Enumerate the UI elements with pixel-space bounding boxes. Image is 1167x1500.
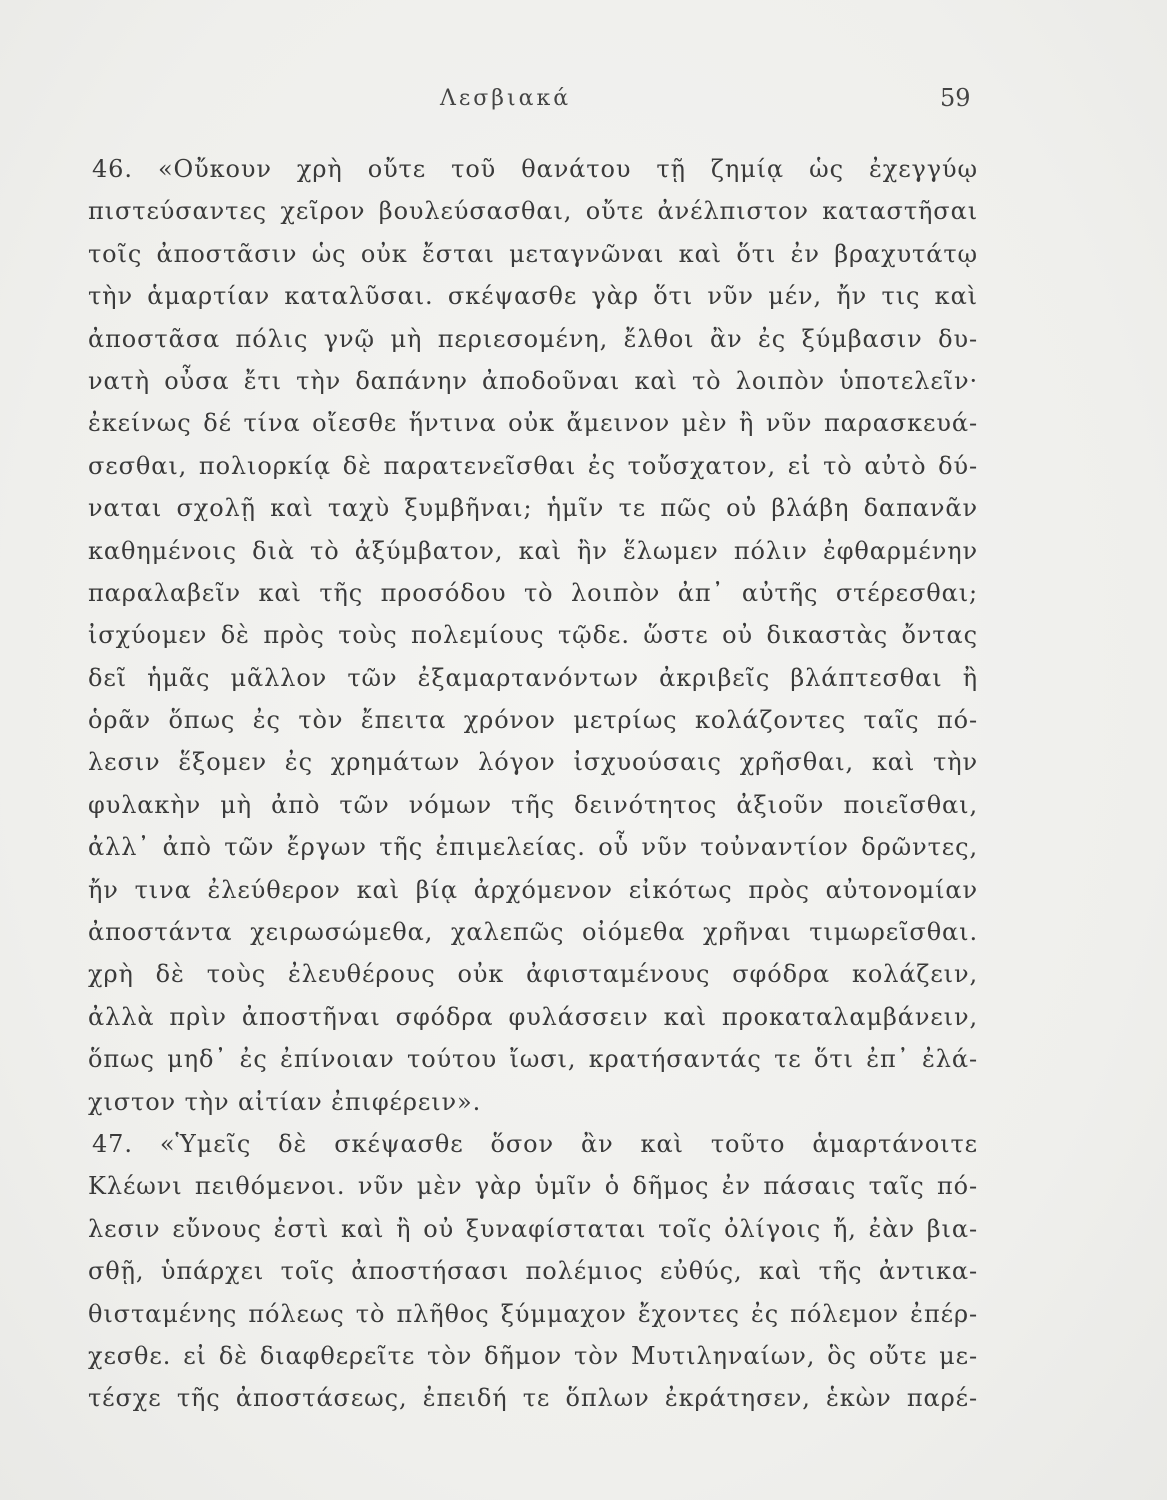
text-line: ἀποστάντα χειρωσώμεθα, χαλεπῶς οἰόμεθα χρῆναι τιμωρεῖσθαι. — [88, 918, 978, 947]
text-line: νατὴ οὖσα ἔτι τὴν δαπάνην ἀποδοῦναι καὶ τὸ λοιπὸν ὑποτελεῖν· — [88, 366, 978, 395]
text-line: 47. «Ὑμεῖς δὲ σκέψασθε ὅσον ἂν καὶ τοῦτο ἁμαρτάνοιτε — [92, 1129, 978, 1158]
text-line: λεσιν εὔνους ἐστὶ καὶ ἢ οὐ ξυναφίσταται τοῖς ὀλίγοις ἤ, ἐὰν βια- — [88, 1214, 978, 1243]
text-line: φυλακὴν μὴ ἀπὸ τῶν νόμων τῆς δεινότητος ἀξιοῦν ποιεῖσθαι, — [88, 790, 978, 819]
text-line: σεσθαι, πολιορκίᾳ δὲ παρατενεῖσθαι ἐς τοὔσχατον, εἰ τὸ αὐτὸ δύ- — [88, 451, 978, 480]
text-line: λεσιν ἕξομεν ἐς χρημάτων λόγον ἰσχυούσαις χρῆσθαι, καὶ τὴν — [88, 748, 978, 777]
text-line: ἐκείνως δέ τίνα οἴεσθε ἥντινα οὐκ ἄμεινον μὲν ἢ νῦν παρασκευά- — [88, 409, 978, 438]
text-line: ἀλλ᾽ ἀπὸ τῶν ἔργων τῆς ἐπιμελείας. οὗ νῦν τοὐναντίον δρῶντες, — [88, 833, 978, 862]
text-line: πιστεύσαντες χεῖρον βουλεύσασθαι, οὔτε ἀνέλπιστον καταστῆσαι — [88, 197, 978, 226]
running-title: Λεσβιακά — [440, 86, 572, 111]
text-line: ἀλλὰ πρὶν ἀποστῆναι σφόδρα φυλάσσειν καὶ προκαταλαμβάνειν, — [88, 1002, 978, 1031]
page-number: 59 — [940, 84, 971, 112]
text-line: σθῇ, ὑπάρχει τοῖς ἀποστήσασι πολέμιος εὐθύς, καὶ τῆς ἀντικα- — [88, 1257, 978, 1286]
text-line: ἀποστᾶσα πόλις γνῷ μὴ περιεσομένη, ἔλθοι ἂν ἐς ξύμβασιν δυ- — [88, 324, 978, 353]
text-line: χεσθε. εἰ δὲ διαφθερεῖτε τὸν δῆμον τὸν Μυτιληναίων, ὃς οὔτε με- — [88, 1341, 978, 1370]
text-line: 46. «Οὔκουν χρὴ οὔτε τοῦ θανάτου τῇ ζημίᾳ ὡς ἐχεγγύῳ — [92, 155, 978, 183]
text-line: ἤν τινα ἐλεύθερον καὶ βίᾳ ἀρχόμενον εἰκότως πρὸς αὐτονομίαν — [88, 875, 978, 904]
page-header — [0, 86, 1167, 122]
text-line: ναται σχολῇ καὶ ταχὺ ξυμβῆναι; ἡμῖν τε πῶς οὐ βλάβη δαπανᾶν — [88, 494, 978, 523]
text-line: ὁρᾶν ὅπως ἐς τὸν ἔπειτα χρόνον μετρίως κολάζοντες ταῖς πό- — [88, 706, 978, 735]
text-line: καθημένοις διὰ τὸ ἀξύμβατον, καὶ ἢν ἕλωμεν πόλιν ἐφθαρμένην — [88, 536, 978, 565]
text-line: δεῖ ἡμᾶς μᾶλλον τῶν ἐξαμαρτανόντων ἀκριβεῖς βλάπτεσθαι ἢ — [88, 663, 978, 692]
text-line: παραλαβεῖν καὶ τῆς προσόδου τὸ λοιπὸν ἀπ᾽ αὐτῆς στέρεσθαι; — [88, 578, 978, 607]
text-line: χιστον τὴν αἰτίαν ἐπιφέρειν». — [88, 1087, 482, 1116]
text-line: τοῖς ἀποστᾶσιν ὡς οὐκ ἔσται μεταγνῶναι καὶ ὅτι ἐν βραχυτάτῳ — [88, 239, 978, 268]
text-line: τέσχε τῆς ἀποστάσεως, ἐπειδή τε ὅπλων ἐκράτησεν, ἑκὼν παρέ- — [88, 1384, 978, 1413]
body-text — [88, 148, 978, 1420]
text-line: θισταμένης πόλεως τὸ πλῆθος ξύμμαχον ἔχοντες ἐς πόλεμον ἐπέρ- — [88, 1299, 978, 1328]
text-line: τὴν ἁμαρτίαν καταλῦσαι. σκέψασθε γὰρ ὅτι νῦν μέν, ἤν τις καὶ — [88, 282, 978, 311]
text-line: ἰσχύομεν δὲ πρὸς τοὺς πολεμίους τῷδε. ὥστε οὐ δικαστὰς ὄντας — [88, 621, 978, 650]
text-line: Κλέωνι πειθόμενοι. νῦν μὲν γὰρ ὑμῖν ὁ δῆμος ἐν πάσαις ταῖς πό- — [88, 1172, 978, 1201]
text-line: ὅπως μηδ᾽ ἐς ἐπίνοιαν τούτου ἴωσι, κρατήσαντάς τε ὅτι ἐπ᾽ ἐλά- — [88, 1045, 978, 1074]
text-line: χρὴ δὲ τοὺς ἐλευθέρους οὐκ ἀφισταμένους σφόδρα κολάζειν, — [88, 960, 978, 989]
